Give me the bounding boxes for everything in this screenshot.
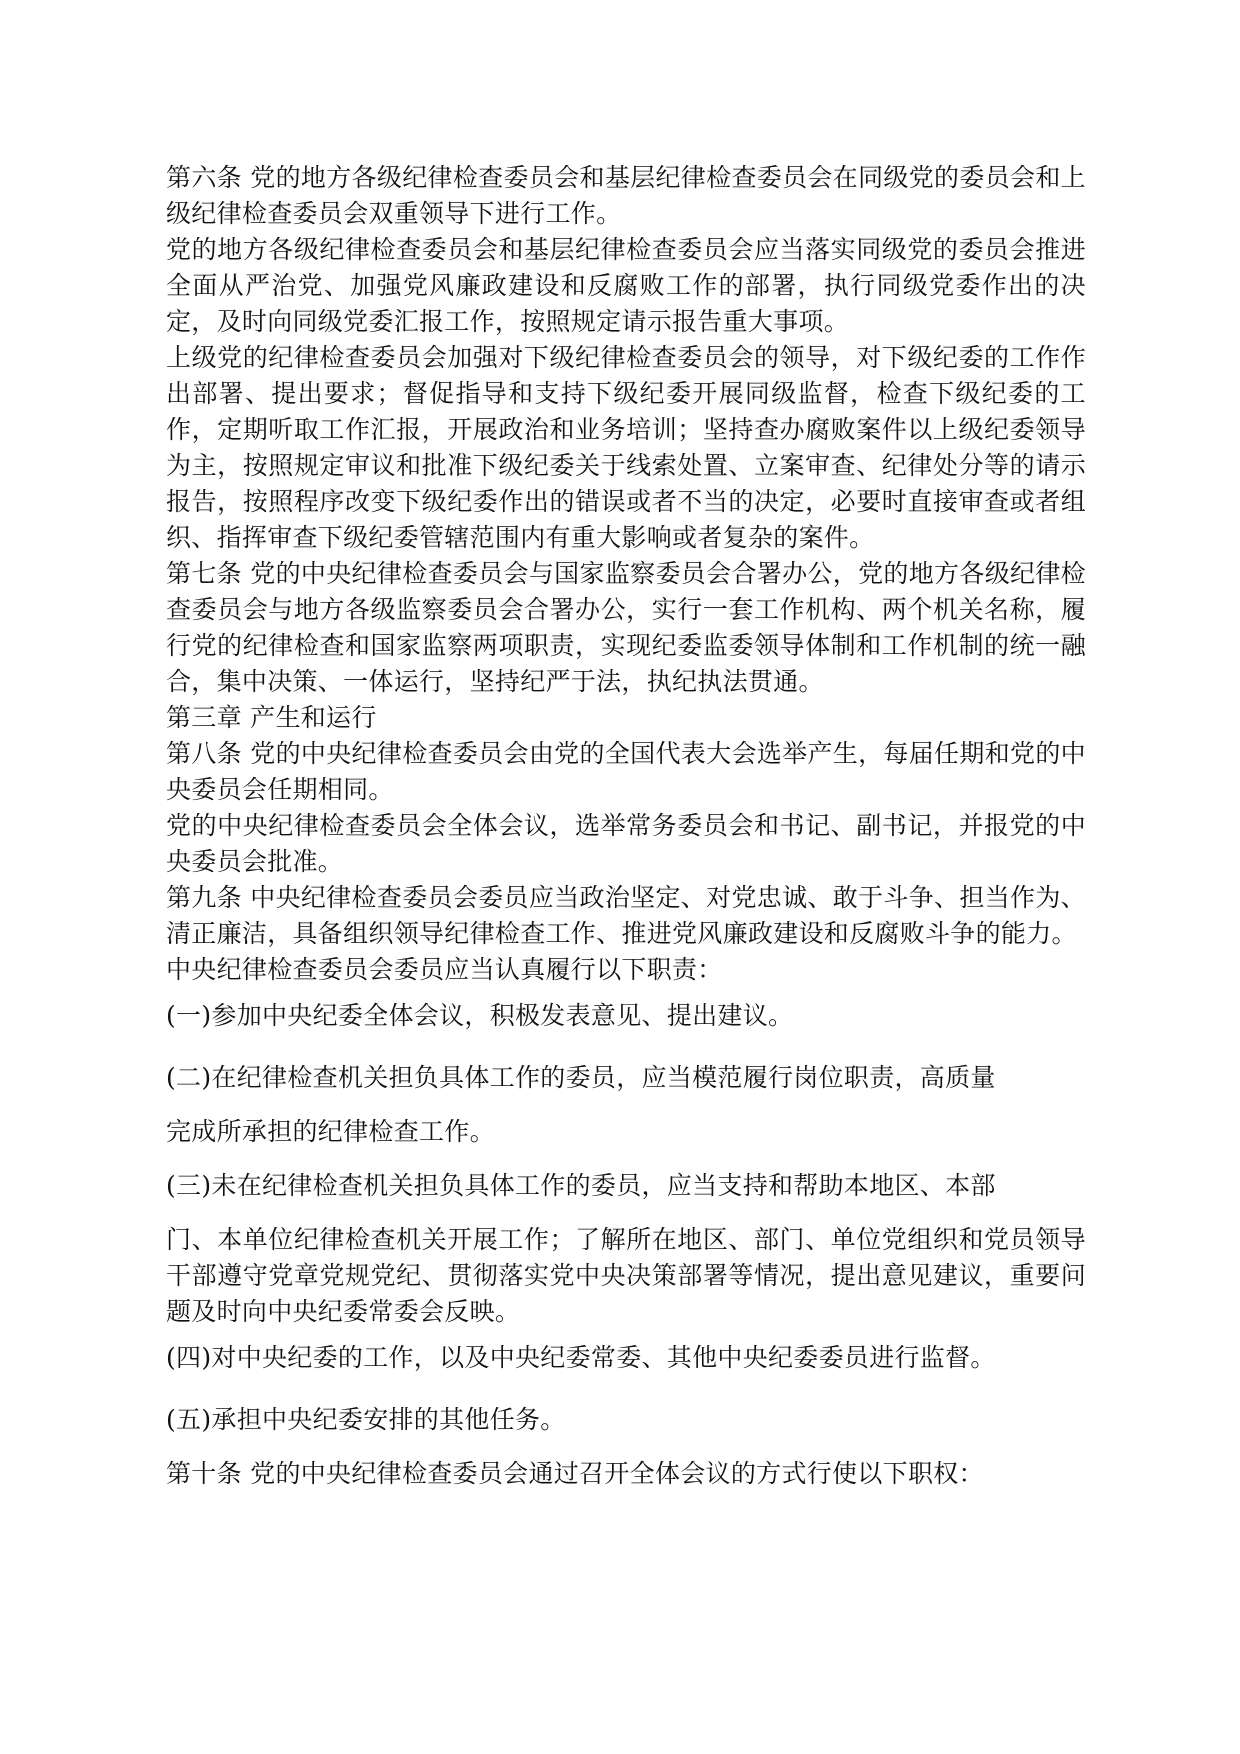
article-9-paragraph: 第九条 中央纪律检查委员会委员应当政治坚定、对党忠诚、敢于斗争、担当作为、清正廉洁，具备组织领导纪律检查工作、推进党风廉政建设和反腐败斗争的能力。 (166, 883, 1086, 948)
duty-item-5: (五)承担中央纪委安排的其他任务。 (166, 1405, 566, 1434)
article-8-paragraph: 第八条 党的中央纪律检查委员会由党的全国代表大会选举产生，每届任期和党的中央委员会任期相同。 (166, 739, 1086, 804)
duty-item-3-line-1: (三)未在纪律检查机关担负具体工作的委员，应当支持和帮助本地区、本部 (166, 1171, 996, 1200)
article-6-clause-3: 上级党的纪律检查委员会加强对下级纪律检查委员会的领导，对下级纪委的工作作出部署、提出要求；督促指导和支持下级纪委开展同级监督，检查下级纪委的工作，定期听取工作汇报，开展政治和业务培训；坚持查办腐败案件以上级纪委领导为主，按照规定审议和批准下级纪委关于线索处置、立案审查、纪律处分等的请示报告，按照程序改变下级纪委作出的错误或者不当的决定，必要时直接审查或者组织、指挥审查下级纪委管辖范围内有重大影响或者复杂的案件。 (166, 343, 1086, 552)
article-6-paragraph: 第六条 党的地方各级纪律检查委员会和基层纪律检查委员会在同级党的委员会和上级纪律检查委员会双重领导下进行工作。 (166, 163, 1086, 228)
article-10-paragraph: 第十条 党的中央纪律检查委员会通过召开全体会议的方式行使以下职权： (166, 1459, 984, 1488)
duty-item-1: (一)参加中央纪委全体会议，积极发表意见、提出建议。 (166, 1001, 794, 1030)
duty-item-4: (四)对中央纪委的工作，以及中央纪委常委、其他中央纪委委员进行监督。 (166, 1343, 996, 1372)
duty-item-2-line-1: (二)在纪律检查机关担负具体工作的委员，应当模范履行岗位职责，高质量 (166, 1063, 996, 1092)
article-8-clause-2: 党的中央纪律检查委员会全体会议，选举常务委员会和书记、副书记，并报党的中央委员会批准。 (166, 811, 1086, 876)
document-body (166, 160, 1086, 1492)
duty-item-3-line-2: 门、本单位纪律检查机关开展工作；了解所在地区、部门、单位党组织和党员领导干部遵守党章党规党纪、贯彻落实党中央决策部署等情况，提出意见建议，重要问题及时向中央纪委常委会反映。 (166, 1225, 1086, 1326)
article-7-paragraph: 第七条 党的中央纪律检查委员会与国家监察委员会合署办公，党的地方各级纪律检查委员会与地方各级监察委员会合署办公，实行一套工作机构、两个机关名称，履行党的纪律检查和国家监察两项职责，实现纪委监委领导体制和工作机制的统一融合，集中决策、一体运行，坚持纪严于法，执纪执法贯通。 (166, 559, 1086, 696)
article-6-clause-2: 党的地方各级纪律检查委员会和基层纪律检查委员会应当落实同级党的委员会推进全面从严治党、加强党风廉政建设和反腐败工作的部署，执行同级党委作出的决定，及时向同级党委汇报工作，按照规定请示报告重大事项。 (166, 235, 1086, 336)
chapter-3-heading: 第三章 产生和运行 (166, 703, 377, 732)
duty-item-2-line-2: 完成所承担的纪律检查工作。 (166, 1117, 495, 1146)
article-9-duties-intro: 中央纪律检查委员会委员应当认真履行以下职责： (166, 955, 723, 984)
